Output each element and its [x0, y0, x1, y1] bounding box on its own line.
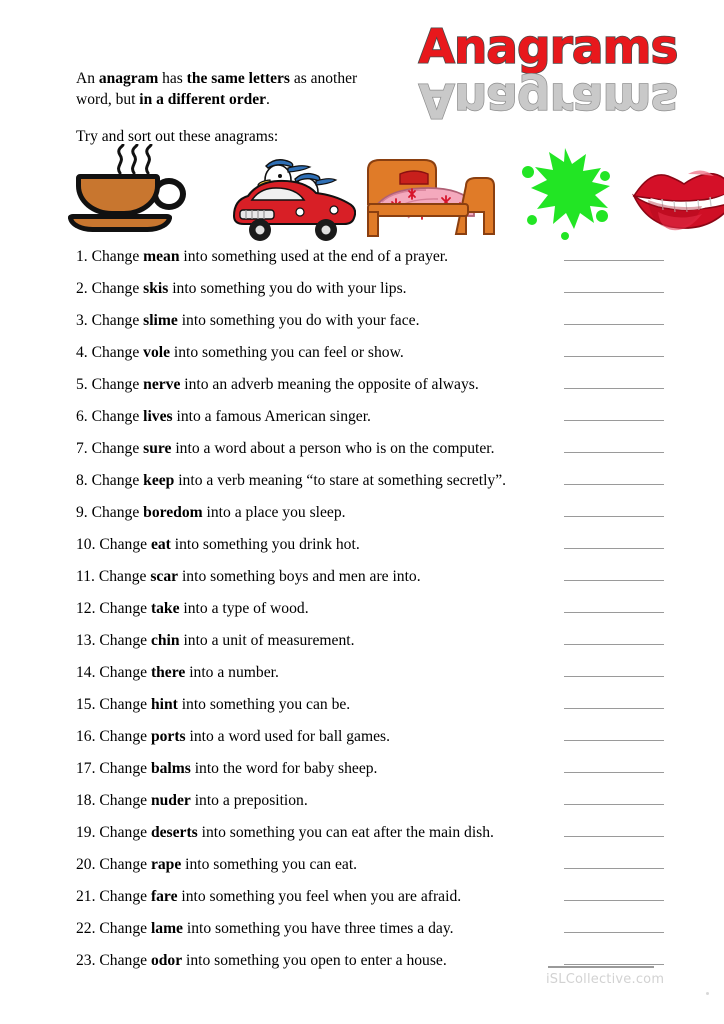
corner-dot [706, 992, 709, 995]
question-text-19 [76, 823, 494, 843]
question-pre-7: Change [87, 440, 144, 457]
question-row-7 [76, 439, 664, 471]
question-row-13 [76, 631, 664, 663]
question-row-14 [76, 663, 664, 695]
question-number-19: 19. [76, 824, 96, 841]
answer-line-5[interactable] [564, 386, 664, 389]
answer-line-9[interactable] [564, 514, 664, 517]
question-text-1 [76, 247, 448, 267]
question-pre-6: Change [87, 408, 144, 425]
question-post-5: into an adverb meaning the opposite of always. [180, 376, 479, 393]
steam-icon [114, 144, 160, 174]
answer-line-18[interactable] [564, 802, 664, 805]
question-post-4: into something you can feel or show. [170, 344, 404, 361]
question-post-14: into a number. [185, 664, 279, 681]
question-number-20: 20. [76, 856, 96, 873]
question-word-18: nuder [150, 792, 191, 809]
question-post-2: into something you do with your lips. [168, 280, 407, 297]
question-post-13: into a unit of measurement. [179, 632, 355, 649]
question-pre-15: Change [95, 696, 151, 713]
answer-line-23[interactable] [564, 962, 664, 965]
question-number-21: 21. [76, 888, 96, 905]
intro-seg-1: An [76, 70, 99, 87]
watermark-rule [548, 966, 654, 968]
question-number-7: 7. [76, 440, 88, 457]
question-number-23: 23. [76, 952, 96, 969]
question-post-16: into a word used for ball games. [185, 728, 390, 745]
question-word-7: sure [143, 440, 172, 457]
question-word-20: rape [150, 856, 182, 873]
question-text-5 [76, 375, 479, 395]
question-number-16: 16. [76, 728, 96, 745]
question-row-2 [76, 279, 664, 311]
question-pre-3: Change [87, 312, 144, 329]
question-row-10 [76, 535, 664, 567]
question-number-12: 12. [76, 600, 96, 617]
answer-line-1[interactable] [564, 258, 664, 261]
cup-saucer [68, 214, 172, 232]
question-pre-4: Change [87, 344, 144, 361]
question-post-3: into something you do with your face. [177, 312, 420, 329]
question-word-8: keep [143, 472, 175, 489]
question-row-12 [76, 599, 664, 631]
answer-line-20[interactable] [564, 866, 664, 869]
question-text-20 [76, 855, 357, 875]
question-text-12 [76, 599, 309, 619]
question-post-18: into a preposition. [190, 792, 308, 809]
question-word-15: hint [150, 696, 178, 713]
answer-line-3[interactable] [564, 322, 664, 325]
question-word-19: deserts [150, 824, 198, 841]
question-row-1 [76, 247, 664, 279]
question-word-21: fare [150, 888, 178, 905]
clipart-strip [62, 142, 672, 242]
question-word-12: take [150, 600, 180, 617]
question-word-1: mean [143, 248, 180, 265]
question-text-23 [76, 951, 447, 971]
question-word-5: nerve [143, 376, 181, 393]
question-number-3: 3. [76, 312, 88, 329]
question-pre-18: Change [95, 792, 151, 809]
answer-line-17[interactable] [564, 770, 664, 773]
question-text-6 [76, 407, 371, 427]
intro-definition [76, 68, 396, 110]
question-pre-14: Change [95, 664, 151, 681]
answer-line-14[interactable] [564, 674, 664, 677]
question-number-4: 4. [76, 344, 88, 361]
question-number-22: 22. [76, 920, 96, 937]
question-pre-10: Change [95, 536, 151, 553]
question-post-21: into something you feel when you are afraid. [177, 888, 462, 905]
intro-seg-2: has [158, 70, 187, 87]
answer-line-12[interactable] [564, 610, 664, 613]
answer-line-11[interactable] [564, 578, 664, 581]
question-row-22 [76, 919, 664, 951]
question-row-9 [76, 503, 664, 535]
question-number-9: 9. [76, 504, 88, 521]
question-post-22: into something you have three times a day. [182, 920, 454, 937]
question-text-21 [76, 887, 461, 907]
question-text-18 [76, 791, 308, 811]
question-word-14: there [150, 664, 186, 681]
question-number-11: 11. [76, 568, 95, 585]
question-row-11 [76, 567, 664, 599]
cup-body [76, 174, 160, 216]
title-reflection-text: Anagrams [418, 72, 678, 127]
lips-icon [628, 154, 724, 242]
question-text-3 [76, 311, 419, 331]
question-number-18: 18. [76, 792, 96, 809]
question-row-17 [76, 759, 664, 791]
question-text-11 [76, 567, 421, 587]
answer-line-16[interactable] [564, 738, 664, 741]
intro-seg-4: . [266, 91, 270, 108]
question-word-10: eat [150, 536, 171, 553]
intro-text [76, 68, 396, 147]
question-pre-23: Change [95, 952, 151, 969]
question-text-17 [76, 759, 377, 779]
question-pre-17: Change [95, 760, 151, 777]
answer-line-8[interactable] [564, 482, 664, 485]
question-post-23: into something you open to enter a house. [182, 952, 447, 969]
intro-seg-3: as another word, but [76, 70, 358, 108]
answer-line-13[interactable] [564, 642, 664, 645]
question-text-16 [76, 727, 390, 747]
question-word-6: lives [143, 408, 173, 425]
question-number-15: 15. [76, 696, 96, 713]
answer-line-6[interactable] [564, 418, 664, 421]
question-number-10: 10. [76, 536, 96, 553]
question-post-7: into a word about a person who is on the computer. [171, 440, 495, 457]
question-text-22 [76, 919, 454, 939]
question-number-5: 5. [76, 376, 88, 393]
question-word-13: chin [150, 632, 180, 649]
question-word-16: ports [150, 728, 186, 745]
question-pre-11: Change [94, 568, 151, 585]
question-post-15: into something you can be. [177, 696, 351, 713]
question-word-3: slime [143, 312, 178, 329]
question-text-8 [76, 471, 506, 491]
question-row-16 [76, 727, 664, 759]
bed-icon [362, 150, 498, 242]
intro-seg-anagram: anagram [98, 70, 159, 87]
question-number-13: 13. [76, 632, 96, 649]
title-text: Anagrams [418, 20, 678, 75]
question-pre-12: Change [95, 600, 151, 617]
question-pre-9: Change [87, 504, 144, 521]
question-post-17: into the word for baby sheep. [190, 760, 378, 777]
question-row-21 [76, 887, 664, 919]
question-word-23: odor [150, 952, 183, 969]
intro-seg-different-order: in a different order [139, 91, 266, 108]
question-word-9: boredom [143, 504, 203, 521]
question-text-13 [76, 631, 355, 651]
question-row-5 [76, 375, 664, 407]
question-number-6: 6. [76, 408, 88, 425]
question-text-14 [76, 663, 279, 683]
question-post-10: into something you drink hot. [170, 536, 360, 553]
question-row-8 [76, 471, 664, 503]
question-text-10 [76, 535, 360, 555]
coffee-cup-icon [68, 142, 188, 242]
question-word-2: skis [143, 280, 169, 297]
question-pre-19: Change [95, 824, 151, 841]
answer-line-10[interactable] [564, 546, 664, 549]
question-post-8: into a verb meaning “to stare at something secretly”. [174, 472, 507, 489]
question-number-8: 8. [76, 472, 88, 489]
question-post-6: into a famous American singer. [172, 408, 371, 425]
intro-instruction: Try and sort out these anagrams: [76, 128, 279, 145]
question-text-7 [76, 439, 495, 459]
question-post-19: into something you can eat after the main dish. [197, 824, 494, 841]
question-pre-2: Change [87, 280, 144, 297]
question-text-15 [76, 695, 350, 715]
questions-list [76, 247, 664, 983]
question-post-1: into something used at the end of a prayer. [179, 248, 449, 265]
question-row-20 [76, 855, 664, 887]
answer-line-19[interactable] [564, 834, 664, 837]
question-row-6 [76, 407, 664, 439]
question-post-11: into something boys and men are into. [178, 568, 421, 585]
question-row-4 [76, 343, 664, 375]
page-title [398, 20, 698, 127]
question-word-4: vole [143, 344, 170, 361]
question-number-17: 17. [76, 760, 96, 777]
question-word-11: scar [150, 568, 179, 585]
red-car-with-ducks-icon [230, 144, 356, 242]
question-post-20: into something you can eat. [181, 856, 358, 873]
question-number-2: 2. [76, 280, 88, 297]
question-pre-20: Change [95, 856, 151, 873]
answer-line-7[interactable] [564, 450, 664, 453]
answer-line-15[interactable] [564, 706, 664, 709]
question-pre-5: Change [87, 376, 144, 393]
question-number-14: 14. [76, 664, 96, 681]
answer-line-2[interactable] [564, 290, 664, 293]
question-word-22: lame [150, 920, 183, 937]
question-text-9 [76, 503, 346, 523]
slime-splat-icon [506, 142, 624, 242]
question-pre-1: Change [87, 248, 144, 265]
question-post-12: into a type of wood. [179, 600, 309, 617]
watermark-text: iSLCollective.com [546, 972, 665, 987]
question-row-15 [76, 695, 664, 727]
question-text-4 [76, 343, 404, 363]
question-row-18 [76, 791, 664, 823]
question-text-2 [76, 279, 407, 299]
question-pre-21: Change [95, 888, 151, 905]
question-number-1: 1. [76, 248, 88, 265]
question-word-17: balms [150, 760, 191, 777]
question-row-19 [76, 823, 664, 855]
question-pre-8: Change [87, 472, 144, 489]
question-row-3 [76, 311, 664, 343]
answer-line-22[interactable] [564, 930, 664, 933]
question-pre-13: Change [95, 632, 151, 649]
question-post-9: into a place you sleep. [202, 504, 346, 521]
intro-seg-same-letters: the same letters [186, 70, 290, 87]
answer-line-4[interactable] [564, 354, 664, 357]
question-pre-22: Change [95, 920, 151, 937]
answer-line-21[interactable] [564, 898, 664, 901]
question-pre-16: Change [95, 728, 151, 745]
